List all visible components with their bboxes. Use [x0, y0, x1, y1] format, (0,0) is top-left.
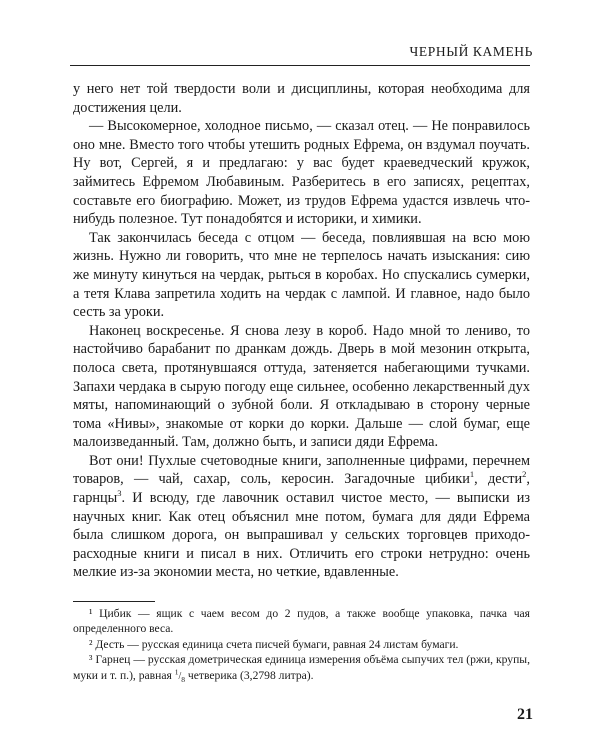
- footnote-ref-2: 2: [522, 469, 527, 480]
- fraction-denominator: 8: [181, 674, 186, 684]
- paragraph-5-part-b: , дести: [474, 471, 523, 488]
- paragraph-3: Так закончилась беседа с отцом — беседа, повлиявшая на всю мою жизнь. Нужно ли говорить, что мне не терпелось начать изыскания: сию же минуту кинуться на чердак, рыться в коробах. Но спускались сумерки, а тетя Клава запретила ходить на чердак с лампой. И главное, надо было сесть за уроки.: [73, 229, 530, 321]
- body-text: [73, 80, 530, 582]
- paragraph-2: — Высокомерное, холодное письмо, — сказал отец. — Не понравилось оно мне. Вместо того чтобы утешить родных Ефрема, он вздумал поучать. Ну вот, Сергей, я и предлагаю: у вас будет краеведческий кружок, займитесь Ефремом Любавиным. Разберитесь в его записях, рецептах, составьте его биографию. Может, из трудов Ефрема удастся извлечь что-нибудь полезное. Тут понадобятся и историки, и химики.: [73, 118, 530, 228]
- footnotes: [73, 606, 530, 684]
- footnote-3-text-b: четверика (3,2798 литра).: [187, 668, 314, 682]
- footnote-ref-1: 1: [469, 469, 475, 480]
- footnote-3: [73, 652, 530, 684]
- footnote-3-text-a: ³ Гарнец — русская дометрическая единица измерения объёма сыпучих тел (ржи, крупы, муки и т. п.), равная: [73, 653, 530, 682]
- running-title: ЧЕРНЫЙ КАМЕНЬ: [409, 44, 533, 59]
- page-number: 21: [517, 706, 533, 723]
- footnote-ref-3: 3: [117, 488, 122, 499]
- footnote-2: ² Десть — русская единица счета писчей бумаги, равная 24 листам бумаги.: [89, 637, 459, 651]
- fraction-one-eighth: $^1/_8$: [174, 667, 186, 684]
- header-rule: [70, 65, 530, 66]
- paragraph-4: Наконец воскресенье. Я снова лезу в короб. Надо мной то лениво, то настойчиво барабанит по дранкам дождь. Дверь в мой мезонин открыта, полоса света, протянувшаяся оттуда, затеняется набегающими тучками. Запахи чердака в сырую погоду еще сильнее, особенно лекарственный дух мяты, напоминающий о зубной боли. Я откладываю в сторону черные тома «Нивы», знакомые от корки до корки. Дальше — слой бумаг, еще малоизведанный. Там, должно быть, и записи дяди Ефрема.: [73, 322, 530, 451]
- fraction-numerator: 1: [174, 667, 179, 677]
- footnote-1: ¹ Цибик — ящик с чаем весом до 2 пудов, а также вообще упаковка, пачка чая определенного веса.: [73, 607, 530, 636]
- paragraph-1: у него нет той твердости воли и дисциплины, которая необходима для достижения цели.: [73, 81, 530, 116]
- paragraph-5-part-d: . И всюду, где лавочник оставил чистое место, — выписки из научных книг. Как отец объяснил мне потом, бумага для дяди Ефрема была слишком дорога, он выпрашивал у сельских торговцев приходо-расходные книги и писал в них. Отличить его строки нетрудно: очень мелкие из-за экономии места, но четкие, вдавленные.: [73, 490, 530, 581]
- paragraph-5-part-c: , гарнцы: [73, 471, 530, 507]
- paragraph-5-part-a: Вот они! Пухлые счетоводные книги, заполненные цифрами, перечнем товаров, — чай, сахар, соль, керосин. Загадочные цибики: [73, 452, 530, 488]
- paragraph-5: [73, 452, 530, 582]
- footnote-rule: [73, 601, 155, 602]
